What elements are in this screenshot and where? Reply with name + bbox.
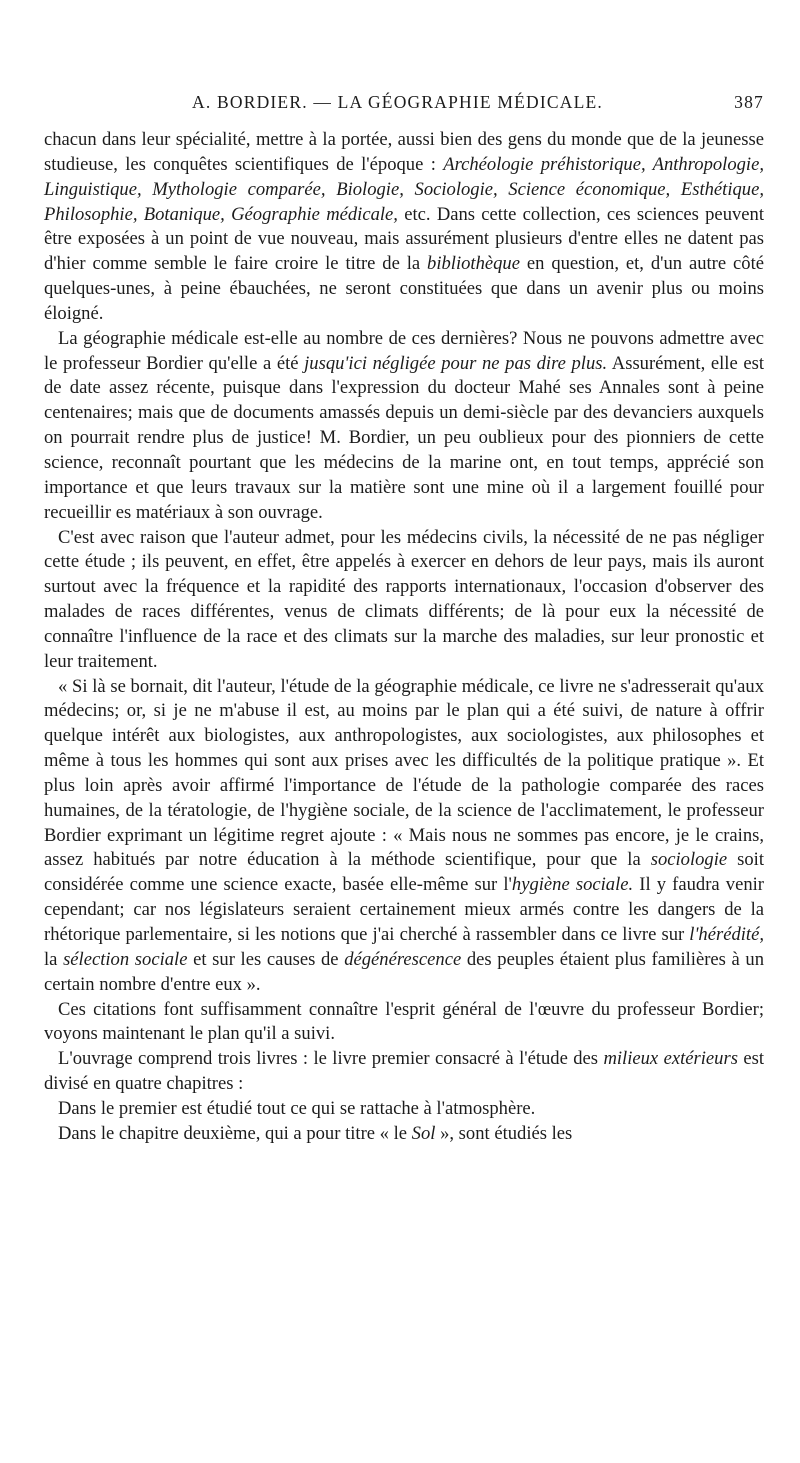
- text-run: Dans le chapitre deuxième, qui a pour titre « le: [58, 1122, 412, 1144]
- text-run: La géographie médicale est-elle au nombre de ces dernières? Nous ne pouvons admettre avec le professeur Bordier qu'elle a été: [44, 327, 764, 374]
- text-run: Il y faudra venir cependant; car nos législateurs seraient certainement mieux armés contre les dangers de la rhétorique parlementaire, si les notions que j'ai cherché à rassembler dans ce livre sur: [44, 874, 764, 945]
- text-run: L'ouvrage comprend trois livres : le livre premier consacré à l'étude des: [58, 1048, 604, 1070]
- paragraph-7: [44, 1097, 764, 1122]
- page-number: 387: [734, 92, 764, 112]
- text-run: Ces citations font suffisamment connaître l'esprit général de l'œuvre du professeur Bordier; voyons maintenant le plan qu'il a suivi.: [44, 998, 764, 1045]
- running-title: A. BORDIER. — LA GÉOGRAPHIE MÉDICALE.: [192, 92, 603, 112]
- italic-run: sélection sociale: [63, 948, 188, 970]
- italic-run: Sol: [411, 1122, 436, 1144]
- italic-run: milieux extérieurs: [603, 1048, 738, 1070]
- text-run: soit considérée comme une science exacte, basée elle-même sur l': [44, 849, 764, 896]
- italic-run: dégénérescence: [344, 948, 462, 970]
- paragraph-1: [44, 128, 764, 327]
- page-body: [44, 128, 764, 1147]
- paragraph-5: [44, 998, 764, 1048]
- text-run: la: [44, 948, 64, 970]
- italic-run: l'hérédité,: [689, 924, 764, 945]
- italic-run: bibliothèque: [427, 253, 520, 275]
- text-run: et sur les causes de: [187, 948, 345, 970]
- paragraph-2: [44, 327, 764, 526]
- text-run: en question, et, d'un autre côté quelques-unes, à peine ébauchées, ne seront constituées que dans un avenir plus ou moins éloigné.: [44, 253, 764, 324]
- running-header: [44, 92, 764, 118]
- text-run: Dans le premier est étudié tout ce qui se rattache à l'atmosphère.: [58, 1097, 536, 1119]
- paragraph-4: [44, 675, 764, 998]
- paragraph-6: [44, 1047, 764, 1097]
- italic-run: sociologie: [650, 849, 728, 871]
- text-run: Assurément, elle est de date assez récente, puisque dans l'expression du docteur Mahé ses Annales sont à peine centenaires; mais que de documents amassés depuis un demi-siècle par des devanciers auxquels on pourrait rendre plus de justice! M. Bordier, un peu oublieux pour des pionniers de cette science, reconnaît pourtant que les médecins de la marine ont, en tout temps, apprécié son importance et que leurs travaux sur la matière sont une mine où il a largement fouillé pour recueillir es matériaux à son ouvrage.: [44, 352, 764, 523]
- paragraph-8: [44, 1122, 764, 1147]
- text-run: etc. Dans cette collection, ces sciences peuvent être exposées à un point de vue nouveau, mais assurément plusieurs d'entre elles ne datent pas d'hier comme semble le faire croire le titre de la: [44, 203, 764, 275]
- italic-run: Archéologie préhistorique, Anthropologie, Linguistique, Mythologie comparée, Biologie, Sociologie, Science économique, Esthétique, Philosophie, Botanique, Géographie médicale,: [44, 153, 764, 225]
- paragraph-3: [44, 526, 764, 675]
- text-run: des peuples étaient plus familières à un certain nombre d'entre eux ».: [44, 948, 765, 995]
- text-run: est divisé en quatre chapitres :: [44, 1048, 764, 1095]
- text-run: », sont étudiés les: [435, 1122, 573, 1144]
- text-run: chacun dans leur spécialité, mettre à la portée, aussi bien des gens du monde que de la jeunesse studieuse, les conquêtes scientifiques de l'époque :: [44, 129, 764, 175]
- italic-run: jusqu'ici négligée pour ne pas dire plus.: [304, 352, 608, 374]
- text-run: C'est avec raison que l'auteur admet, pour les médecins civils, la nécessité de ne pas négliger cette étude ; ils peuvent, en effet, être appelés à exercer en dehors de leur pays, mais ils auront surtout avec la fréquence et la rapidité des rapports internationaux, l'occasion d'observer des malades de races différentes, venus de climats différents; de là pour eux la nécessité de connaître l'influence de la race et des climats sur la marche des maladies, sur leur pronostic et leur traitement.: [44, 526, 764, 672]
- italic-run: hygiène sociale.: [511, 874, 634, 896]
- text-run: « Si là se bornait, dit l'auteur, l'étude de la géographie médicale, ce livre ne s'adresserait qu'aux médecins; or, si je ne m'abuse il est, au moins par le plan qui a été suivi, de nature à offrir quelque intérêt aux biologistes, aux anthropologistes, aux sociologistes, aux philosophes et même à tous les hommes qui sont aux prises avec les difficultés de la politique pratique ». Et plus loin après avoir affirmé l'importance de l'étude de la pathologie comparée des races humaines, de la tératologie, de l'hygiène sociale, de la science de l'acclimatement, le professeur Bordier exprimant un légitime regret ajoute : « Mais nous ne sommes pas encore, je le crains, assez habitués par notre éducation à la méthode scientifique, pour que la: [44, 675, 764, 871]
